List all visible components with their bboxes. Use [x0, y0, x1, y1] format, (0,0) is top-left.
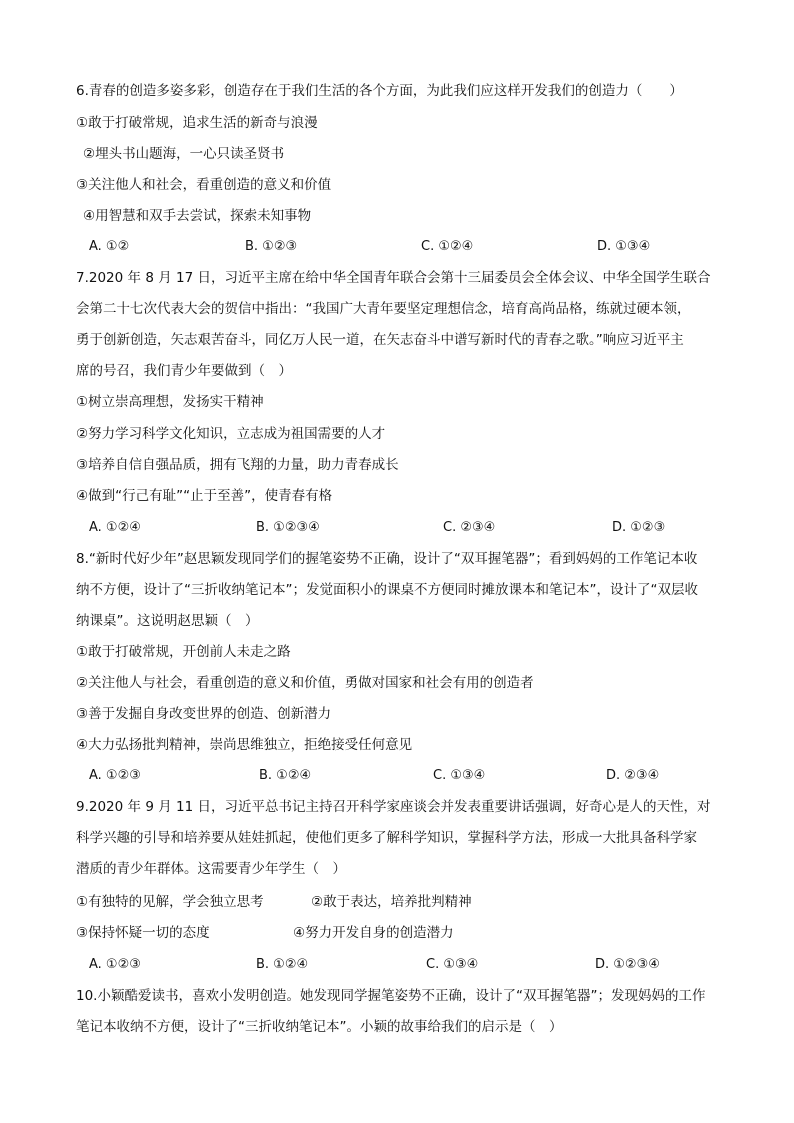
q6-option-d: D. ①③④ [597, 239, 651, 254]
q8-item-3: ③善于发掘自身改变世界的创造、创新潜力 [76, 706, 332, 722]
q9-option-d: D. ①②③④ [595, 957, 660, 972]
q7-option-c: C. ②③④ [443, 520, 496, 535]
q6-option-b: B. ①②③ [245, 239, 298, 254]
q10-stem-line-2: 笔记本收纳不方便，设计了“三折收纳笔记本”。小颖的故事给我们的启示是（ ） [76, 1019, 563, 1035]
q7-stem-line-3: 勇于创新创造，矢志艰苦奋斗，同亿万人民一道，在矢志奋斗中谱写新时代的青春之歌。”响应习近平主 [76, 332, 684, 348]
q9-item-2: ②敢于表达，培养批判精神 [311, 894, 472, 910]
q9-stem-line-3: 潜质的青少年群体。这需要青少年学生（ ） [76, 861, 346, 877]
q7-stem-line-2: 会第二十七次代表大会的贺信中指出：“我国广大青年要坚定理想信念，培育高尚品格，练就过硬本领， [76, 301, 691, 317]
q8-item-1: ①敢于打破常规，开创前人未走之路 [76, 644, 291, 660]
q9-option-c: C. ①③④ [426, 957, 479, 972]
q10-stem-line-1: 10.小颖酷爱读书，喜欢小发明创造。她发现同学握笔姿势不正确，设计了“双耳握笔器”；发现妈妈的工作 [76, 988, 706, 1004]
q8-option-b: B. ①②④ [259, 768, 312, 783]
q6-option-a: A. ①② [89, 239, 130, 254]
q9-item-3: ③保持怀疑一切的态度 [76, 925, 210, 941]
q8-item-2: ②关注他人与社会，看重创造的意义和价值，勇做对国家和社会有用的创造者 [76, 675, 534, 691]
q7-option-b: B. ①②③④ [256, 520, 320, 535]
q9-stem-line-1: 9.2020 年 9 月 11 日，习近平总书记主持召开科学家座谈会并发表重要讲话强调，好奇心是人的天性，对 [76, 799, 711, 815]
q6-item-3: ③关注他人和社会，看重创造的意义和价值 [76, 177, 332, 193]
q9-stem-line-2: 科学兴趣的引导和培养要从娃娃抓起，使他们更多了解科学知识，掌握科学方法，形成一大批具备科学家 [76, 830, 697, 846]
q8-option-d: D. ②③④ [606, 768, 660, 783]
q7-option-d: D. ①②③ [612, 520, 666, 535]
q7-item-4: ④做到“行己有耻”“止于至善”，使青春有格 [76, 488, 333, 504]
q9-item-4: ④努力开发自身的创造潜力 [293, 925, 454, 941]
q7-item-1: ①树立崇高理想，发扬实干精神 [76, 394, 264, 410]
q8-option-a: A. ①②③ [89, 768, 141, 783]
q9-item-1: ①有独特的见解，学会独立思考 [76, 894, 264, 910]
q7-option-a: A. ①②④ [89, 520, 141, 535]
q7-stem-line-4: 席的号召，我们青少年要做到（ ） [76, 363, 292, 379]
q6-option-c: C. ①②④ [421, 239, 474, 254]
q8-stem-line-1: 8.“新时代好少年”赵思颖发现同学们的握笔姿势不正确，设计了“双耳握笔器”；看到妈妈的工作笔记本收 [76, 551, 698, 567]
q8-item-4: ④大力弘扬批判精神，崇尚思维独立，拒绝接受任何意见 [76, 737, 413, 753]
q6-item-4: ④用智慧和双手去尝试，探索未知事物 [83, 208, 312, 224]
q9-option-b: B. ①②④ [256, 957, 309, 972]
q6-item-1: ①敢于打破常规，追求生活的新奇与浪漫 [76, 115, 318, 131]
q8-option-c: C. ①③④ [433, 768, 486, 783]
q6-item-2: ②埋头书山题海，一心只读圣贤书 [83, 146, 285, 162]
q7-item-3: ③培养自信自强品质，拥有飞翔的力量，助力青春成长 [76, 457, 399, 473]
q7-stem-line-1: 7.2020 年 8 月 17 日，习近平主席在给中华全国青年联合会第十三届委员会全体会议、中华全国学生联合 [76, 270, 711, 286]
q8-stem-line-2: 纳不方便，设计了“三折收纳笔记本”；发觉面积小的课桌不方便同时摊放课本和笔记本”，设计了“双层收 [76, 582, 698, 598]
q7-item-2: ②努力学习科学文化知识，立志成为祖国需要的人才 [76, 426, 386, 442]
q6-stem-line-1: 6.青春的创造多姿多彩，创造存在于我们生活的各个方面，为此我们应这样开发我们的创造力（ ） [76, 83, 683, 99]
q8-stem-line-3: 纳课桌”。这说明赵思颖（ ） [76, 613, 259, 629]
q9-option-a: A. ①②③ [89, 957, 141, 972]
